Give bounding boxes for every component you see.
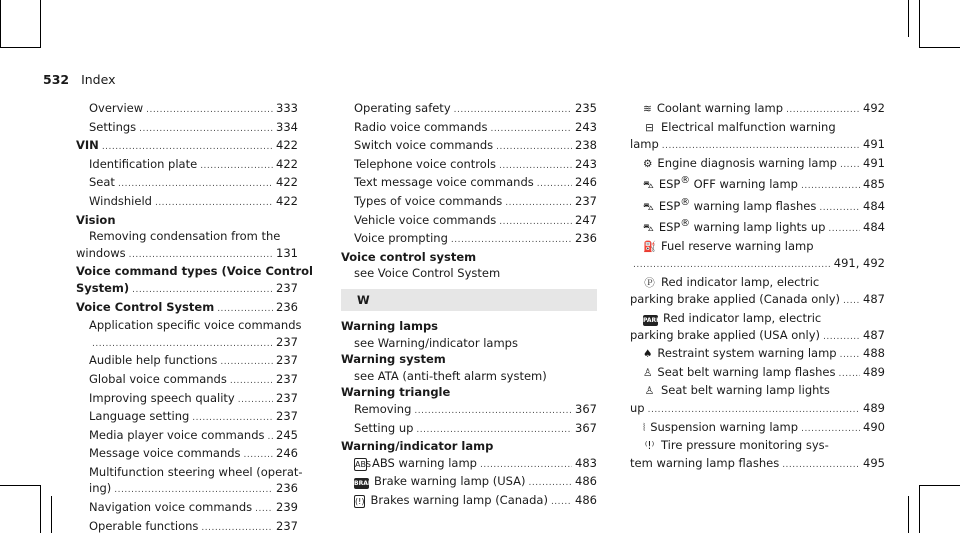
see-reference[interactable]: see Voice Control System — [354, 266, 501, 281]
index-entry[interactable]: up ..... 489 — [630, 400, 885, 419]
see-reference[interactable]: see ATA (anti-theft alarm system) — [354, 368, 547, 383]
index-entry[interactable]: (!) Brakes warning lamp (Canada) ..... 486 — [341, 492, 597, 511]
index-entry[interactable]: ⦚ Suspension warning lamp ..... 490 — [630, 419, 885, 438]
index-entry-text: ⛽ Fuel reserve warning lamp — [630, 238, 885, 256]
index-entry[interactable]: ..... 491, 492 — [630, 255, 885, 274]
index-entry[interactable]: ing) ..... 236 — [76, 480, 298, 499]
crop-mark — [0, 485, 41, 486]
index-entry[interactable]: ⛍ ESP® warning lamp lights up ..... 484 — [630, 216, 885, 237]
index-entry[interactable]: Navigation voice commands ..... 239 — [76, 499, 298, 518]
index-entry[interactable]: Windshield ..... 422 — [76, 193, 298, 212]
crop-mark — [919, 485, 920, 533]
index-entry[interactable]: Identification plate ..... 422 — [76, 156, 298, 175]
index-heading: Warning/indicator lamp — [341, 439, 494, 454]
index-entry[interactable]: Message voice commands ..... 246 — [76, 445, 298, 464]
index-heading: Voice control system — [341, 249, 477, 264]
tire-pressure-icon: ⁽!⁾ — [644, 440, 655, 453]
section-letter-w: W — [341, 289, 597, 311]
index-entry-text: Application specific voice commands — [89, 318, 302, 333]
index-entry[interactable]: Overview ..... 333 — [76, 100, 298, 119]
index-entry[interactable]: Radio voice commands ..... 243 — [341, 119, 597, 138]
crop-mark — [40, 485, 41, 533]
index-entry[interactable]: Operable functions ..... 237 — [76, 518, 298, 536]
crop-mark — [0, 0, 1, 48]
index-entry[interactable]: Operating safety ..... 235 — [341, 100, 597, 119]
brake-circle-warning-icon: (!) — [355, 496, 365, 506]
index-entry-text: ♙ Seat belt warning lamp lights — [630, 382, 885, 400]
crop-mark — [919, 47, 960, 48]
index-entry[interactable]: Text message voice commands ..... 246 — [341, 174, 597, 193]
index-column-1 — [76, 100, 314, 536]
index-entry[interactable]: ..... 237 — [76, 334, 298, 353]
index-entry[interactable]: Voice prompting ..... 236 — [341, 230, 597, 249]
index-entry[interactable]: parking brake applied (USA only) ..... 487 — [630, 327, 885, 346]
coolant-icon: ≋ — [643, 103, 652, 115]
seat-belt-icon: ♙ — [643, 366, 653, 379]
restraint-system-icon: ♠ — [643, 348, 653, 361]
index-heading: Warning lamps — [341, 318, 439, 333]
battery-icon: ⊟ — [645, 121, 654, 134]
index-entry[interactable]: Media player voice commands ..... 245 — [76, 427, 298, 446]
fuel-pump-icon: ⛽ — [643, 240, 657, 253]
index-entry-text: ⊟ Electrical malfunction warning — [630, 119, 885, 137]
index-entry[interactable]: Seat ..... 422 — [76, 174, 298, 193]
esp-icon: ⛍ — [643, 222, 654, 235]
see-reference[interactable]: see Warning/indicator lamps — [354, 335, 518, 350]
engine-icon: ⚙ — [643, 157, 653, 170]
index-entry[interactable]: ≋ Coolant warning lamp ..... 492 — [630, 100, 885, 119]
crop-mark — [51, 496, 52, 533]
index-entry[interactable]: Removing ..... 367 — [341, 401, 597, 420]
index-heading: Voice command types (Voice Control — [76, 264, 314, 279]
index-entry[interactable]: ♙ Seat belt warning lamp flashes ..... 489 — [630, 364, 885, 383]
crop-mark — [0, 47, 41, 48]
index-entry[interactable]: tem warning lamp flashes ..... 495 — [630, 455, 885, 474]
index-entry[interactable]: ABS ABS warning lamp ..... 483 — [341, 455, 597, 474]
index-column-3 — [630, 100, 885, 473]
crop-mark — [919, 485, 960, 486]
park-icon: PARK — [643, 317, 661, 325]
crop-mark — [40, 0, 41, 48]
brake-warning-icon: BRAKE — [354, 480, 377, 488]
index-heading: Vision — [76, 212, 116, 227]
crop-mark — [919, 0, 920, 48]
index-entry[interactable]: Setting up ..... 367 — [341, 420, 597, 439]
index-entry[interactable]: lamp ..... 491 — [630, 136, 885, 155]
index-entry-text: Removing condensation from the — [89, 229, 281, 244]
index-heading: Warning triangle — [341, 385, 451, 400]
page-header — [43, 72, 116, 87]
index-entry[interactable]: windows ..... 131 — [76, 245, 298, 264]
index-entry[interactable]: Improving speech quality ..... 237 — [76, 390, 298, 409]
seat-belt-icon: ♙ — [644, 385, 655, 398]
index-heading: Warning system — [341, 352, 446, 367]
index-entry[interactable]: ♠ Restraint system warning lamp ..... 488 — [630, 345, 885, 364]
index-entry[interactable]: Vehicle voice commands ..... 247 — [341, 212, 597, 231]
index-entry[interactable]: Audible help functions ..... 237 — [76, 352, 298, 371]
esp-icon: ⛍ — [643, 200, 654, 213]
index-entry[interactable]: Settings ..... 334 — [76, 119, 298, 138]
index-entry[interactable]: BRAKE Brake warning lamp (USA) ..... 486 — [341, 473, 597, 492]
index-entry-text: Multifunction steering wheel (operat- — [89, 464, 303, 479]
index-entry-text: ⁽!⁾ Tire pressure monitoring sys- — [630, 437, 885, 455]
index-entry[interactable]: Telephone voice controls ..... 243 — [341, 156, 597, 175]
index-entry[interactable]: ⚙ Engine diagnosis warning lamp ..... 491 — [630, 155, 885, 174]
index-entry[interactable]: Switch voice commands ..... 238 — [341, 137, 597, 156]
index-entry[interactable]: Global voice commands ..... 237 — [76, 371, 298, 390]
index-entry-text: PARK Red indicator lamp, electric — [643, 311, 822, 326]
abs-warning-icon: ABS — [355, 459, 371, 469]
index-entry[interactable]: Types of voice commands ..... 237 — [341, 193, 597, 212]
index-column-2 — [341, 100, 597, 510]
crop-mark — [908, 0, 909, 37]
index-entry[interactable]: ⛍ ESP® warning lamp flashes ..... 484 — [630, 195, 885, 216]
page-title: Index — [81, 72, 116, 87]
index-entry[interactable]: System) ..... 237 — [76, 280, 298, 299]
index-entry[interactable]: VIN ..... 422 — [76, 137, 298, 156]
index-entry-text: Ⓟ Red indicator lamp, electric — [630, 274, 885, 292]
page-number: 532 — [43, 72, 70, 87]
index-entry[interactable]: Voice Control System ..... 236 — [76, 299, 298, 318]
esp-off-icon: ⛍ — [643, 179, 654, 192]
index-entry[interactable]: ⛍ ESP® OFF warning lamp ..... 485 — [630, 173, 885, 194]
parking-brake-icon: Ⓟ — [644, 276, 655, 289]
crop-mark — [908, 496, 909, 533]
index-entry[interactable]: parking brake applied (Canada only) ..... 487 — [630, 291, 885, 310]
suspension-icon: ⦚ — [643, 421, 646, 434]
index-entry[interactable]: Language setting ..... 237 — [76, 408, 298, 427]
